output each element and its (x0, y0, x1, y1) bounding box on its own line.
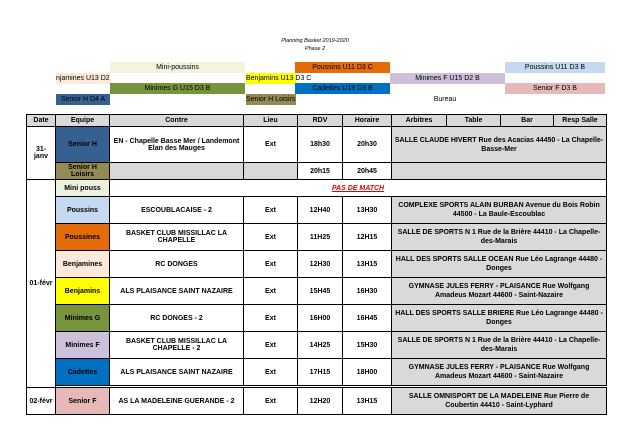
salle-cell: HALL DES SPORTS SALLE BRIERE Rue Léo Lagrange 44480 - Donges (392, 305, 607, 332)
legend-minimes-g-u15: Minimes G U15 D3 B (110, 83, 245, 94)
legend-senior-h-loisirs: Senior H Loisirs (246, 96, 296, 103)
legend-senior-h: Senior H D4 A (56, 94, 110, 105)
salle-cell: SALLE OMNISPORT DE LA MADELEINE Rue Pierre de Coubertin 44410 - Saint-Lyphard (392, 388, 607, 415)
table-row (27, 332, 607, 359)
horaire-cell: 16H45 (343, 305, 392, 332)
opponent-cell: BASKET CLUB MISSILLAC LA CHAPELLE (110, 224, 244, 251)
team-cell: Poussines (56, 224, 110, 251)
legend-mini-poussins: Mini-poussins (110, 62, 245, 73)
date-cell: 01-févr (27, 180, 56, 388)
team-cell: Minimes G (56, 305, 110, 332)
col-arbitres: Arbitres (392, 115, 447, 127)
rdv-cell: 14H25 (298, 332, 343, 359)
table-header (27, 115, 607, 127)
team-cell: Minimes F (56, 332, 110, 359)
horaire-cell: 18H00 (343, 359, 392, 386)
col-lieu: Lieu (244, 115, 298, 127)
opponent-cell: ESCOUBLACAISE - 2 (110, 197, 244, 224)
col-date: Date (27, 115, 56, 127)
salle-cell: GYMNASE JULES FERRY - PLAISANCE Rue Wolfgang Amadeus Mozart 44600 - Saint-Nazaire (392, 278, 607, 305)
salle-cell: SALLE CLAUDE HIVERT Rue des Acacias 44450 - La Chapelle-Basse-Mer (392, 127, 607, 163)
lieu-cell: Ext (244, 278, 298, 305)
table-row (27, 388, 607, 415)
col-rdv: RDV (298, 115, 343, 127)
col-equipe: Equipe (56, 115, 110, 127)
table-row (27, 251, 607, 278)
table-row (27, 278, 607, 305)
legend-poussins-u11-b: Poussins U11 D3 B (505, 62, 605, 73)
table-row (27, 127, 607, 163)
opponent-cell: ALS PLAISANCE SAINT NAZAIRE (110, 278, 244, 305)
opponent-cell (110, 163, 244, 180)
team-cell: Poussins (56, 197, 110, 224)
table-row (27, 359, 607, 386)
legend-benjamines-u13: njamines U13 D2 (56, 75, 110, 82)
rdv-cell: 15H45 (298, 278, 343, 305)
team-cell: Cadettes (56, 359, 110, 386)
horaire-cell: 12H15 (343, 224, 392, 251)
horaire-cell: 20h45 (343, 163, 392, 180)
rdv-cell: 12H40 (298, 197, 343, 224)
col-horaire: Horaire (343, 115, 392, 127)
no-match-label: PAS DE MATCH (110, 180, 607, 197)
team-cell: Benjamins (56, 278, 110, 305)
horaire-cell: 15H30 (343, 332, 392, 359)
legend-benjamins-u13: Benjamins U13 D3 C (246, 75, 312, 82)
team-cell: Mini pouss (56, 180, 110, 197)
lieu-cell: Ext (244, 359, 298, 386)
legend-minimes-f-u15: Minimes F U15 D2 B (390, 73, 505, 84)
rdv-cell: 20h15 (298, 163, 343, 180)
col-contre: Contre (110, 115, 244, 127)
legend-senior-f: Senior F D3 B (505, 83, 605, 94)
team-cell: Benjamines (56, 251, 110, 278)
legend-cadettes-u18: Cadettes U18 D3 B (295, 83, 390, 94)
lieu-cell: Ext (244, 224, 298, 251)
date-cell: 31-janv (27, 127, 56, 180)
opponent-cell: ALS PLAISANCE SAINT NAZAIRE (110, 359, 244, 386)
salle-cell: GYMNASE JULES FERRY - PLAISANCE Rue Wolfgang Amadeus Mozart 44600 - Saint-Nazaire (392, 359, 607, 386)
salle-cell: SALLE DE SPORTS N 1 Rue de la Brière 44410 - La Chapelle-des-Marais (392, 224, 607, 251)
table-row (27, 197, 607, 224)
planning-title: Planning Basket 2019-2020 (281, 38, 349, 44)
planning-table (26, 114, 607, 415)
team-cell: Senior H Loisirs (56, 163, 110, 180)
salle-cell: HALL DES SPORTS SALLE OCEAN Rue Léo Lagrange 44480 - Donges (392, 251, 607, 278)
salle-cell: COMPLEXE SPORTS ALAIN BURBAN Avenue du Bois Robin 44500 - La Baule-Escoublac (392, 197, 607, 224)
rdv-cell: 17H15 (298, 359, 343, 386)
lieu-cell: Ext (244, 332, 298, 359)
lieu-cell: Ext (244, 127, 298, 163)
opponent-cell: EN - Chapelle Basse Mer / Landemont Elan des Mauges (110, 127, 244, 163)
legend-bureau: Bureau (433, 96, 457, 103)
lieu-cell: Ext (244, 305, 298, 332)
opponent-cell: RC DONGES - 2 (110, 305, 244, 332)
team-cell: Senior H (56, 127, 110, 163)
salle-cell (392, 163, 607, 180)
salle-cell: SALLE DE SPORTS N 1 Rue de la Brière 44410 - La Chapelle-des-Marais (392, 332, 607, 359)
rdv-cell: 16H00 (298, 305, 343, 332)
col-bar: Bar (501, 115, 554, 127)
lieu-cell (244, 163, 298, 180)
opponent-cell: BASKET CLUB MISSILLAC LA CHAPELLE - 2 (110, 332, 244, 359)
table-row (27, 180, 607, 197)
team-cell: Senior F (56, 388, 110, 415)
horaire-cell: 13H30 (343, 197, 392, 224)
rdv-cell: 11H25 (298, 224, 343, 251)
lieu-cell: Ext (244, 197, 298, 224)
opponent-cell: RC DONGES (110, 251, 244, 278)
horaire-cell: 13H15 (343, 251, 392, 278)
lieu-cell: Ext (244, 388, 298, 415)
phase-label: Phase 2 (304, 46, 326, 52)
table-row (27, 305, 607, 332)
horaire-cell: 16H30 (343, 278, 392, 305)
date-cell: 02-févr (27, 388, 56, 415)
legend-poussins-u11-c: Poussins U11 D3 C (295, 62, 390, 73)
opponent-cell: AS LA MADELEINE GUERANDE - 2 (110, 388, 244, 415)
table-row (27, 224, 607, 251)
rdv-cell: 12H20 (298, 388, 343, 415)
table-row (27, 163, 607, 180)
lieu-cell: Ext (244, 251, 298, 278)
col-table: Table (447, 115, 501, 127)
horaire-cell: 13H15 (343, 388, 392, 415)
rdv-cell: 18h30 (298, 127, 343, 163)
horaire-cell: 20h30 (343, 127, 392, 163)
rdv-cell: 12H30 (298, 251, 343, 278)
col-resp-salle: Resp Salle (554, 115, 607, 127)
